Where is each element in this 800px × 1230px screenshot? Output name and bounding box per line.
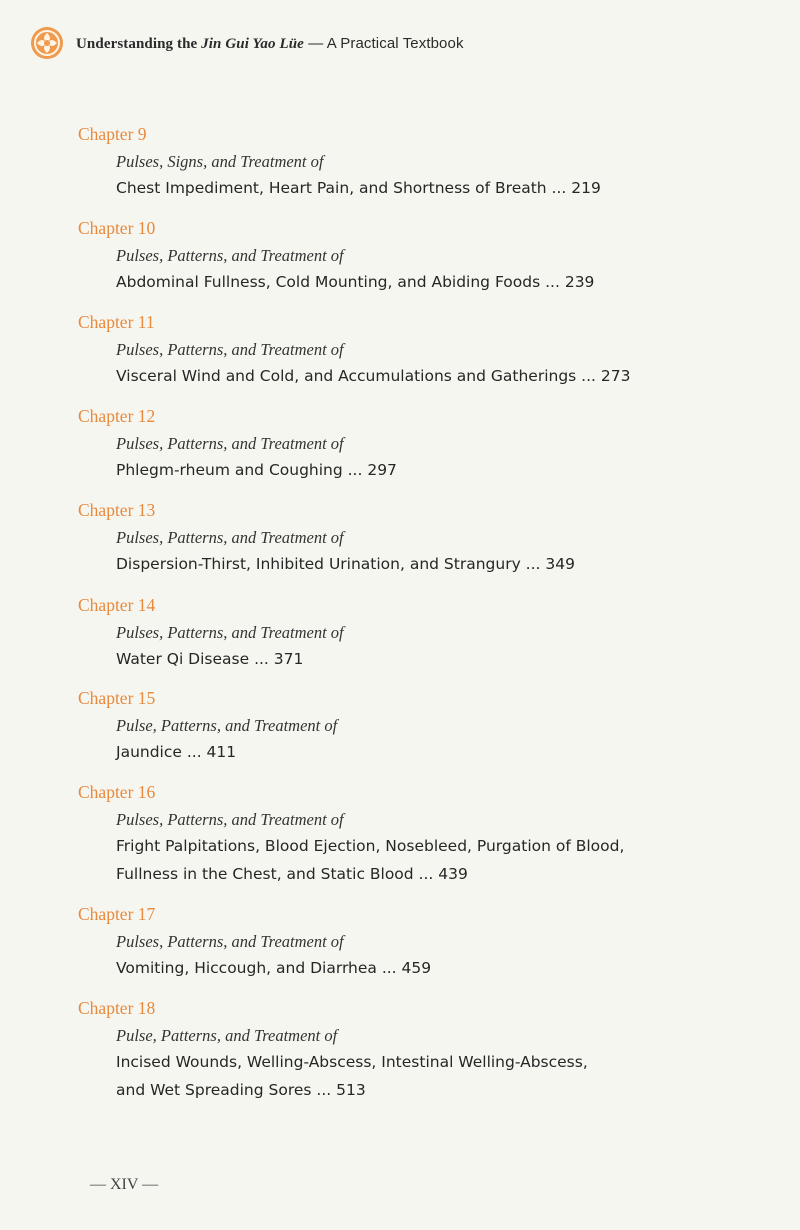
chapter-subtitle: Pulses, Patterns, and Treatment of <box>116 810 344 829</box>
chapter-title-line: Phlegm-rheum and Coughing ... 297 <box>116 461 397 479</box>
chapter-subtitle: Pulses, Patterns, and Treatment of <box>116 246 344 265</box>
chapter-subtitle: Pulses, Signs, and Treatment of <box>116 152 324 171</box>
chapter-title-line: Visceral Wind and Cold, and Accumulations and Gatherings ... 273 <box>116 367 631 385</box>
chapter-subtitle: Pulse, Patterns, and Treatment of <box>116 716 338 735</box>
chapter-title-line: Abdominal Fullness, Cold Mounting, and Abiding Foods ... 239 <box>116 273 595 291</box>
chapter-subtitle: Pulses, Patterns, and Treatment of <box>116 623 344 642</box>
chapter-title-line: Jaundice ... 411 <box>116 743 237 761</box>
chapter-subtitle: Pulses, Patterns, and Treatment of <box>116 932 344 951</box>
chapter-label: Chapter 15 <box>78 688 156 708</box>
chapter-label: Chapter 16 <box>78 782 156 802</box>
chapter-label: Chapter 17 <box>78 904 156 924</box>
flower-seal-icon <box>30 26 64 60</box>
chapter-label: Chapter 9 <box>78 124 147 144</box>
chapter-title-line: and Wet Spreading Sores ... 513 <box>116 1081 366 1099</box>
chapter-title-line: Dispersion-Thirst, Inhibited Urination, and Strangury ... 349 <box>116 555 575 573</box>
chapter-title-line: Incised Wounds, Welling-Abscess, Intestinal Welling-Abscess, <box>116 1053 588 1071</box>
chapter-subtitle: Pulses, Patterns, and Treatment of <box>116 340 344 359</box>
running-header <box>30 26 770 60</box>
book-title <box>76 34 464 53</box>
chapter-title-line: Fright Palpitations, Blood Ejection, Nosebleed, Purgation of Blood, <box>116 837 625 855</box>
chapter-title-line: Vomiting, Hiccough, and Diarrhea ... 459 <box>116 959 432 977</box>
book-title-italic: Jin Gui Yao Lüe <box>201 35 304 52</box>
chapter-label: Chapter 14 <box>78 595 156 615</box>
chapter-title-line: Water Qi Disease ... 371 <box>116 650 304 668</box>
chapter-label: Chapter 11 <box>78 312 155 332</box>
chapter-label: Chapter 13 <box>78 500 156 520</box>
chapter-title-line: Chest Impediment, Heart Pain, and Shortness of Breath ... 219 <box>116 179 601 197</box>
chapter-label: Chapter 10 <box>78 218 156 238</box>
chapter-label: Chapter 12 <box>78 406 156 426</box>
chapter-label: Chapter 18 <box>78 998 156 1018</box>
chapter-subtitle: Pulses, Patterns, and Treatment of <box>116 434 344 453</box>
chapter-subtitle: Pulses, Patterns, and Treatment of <box>116 528 344 547</box>
page-number: — XIV — <box>90 1176 159 1193</box>
chapter-subtitle: Pulse, Patterns, and Treatment of <box>116 1026 338 1045</box>
book-title-prefix: Understanding the <box>76 35 202 52</box>
book-title-suffix: — A Practical Textbook <box>303 34 464 52</box>
chapter-title-line: Fullness in the Chest, and Static Blood ... 439 <box>116 865 468 883</box>
